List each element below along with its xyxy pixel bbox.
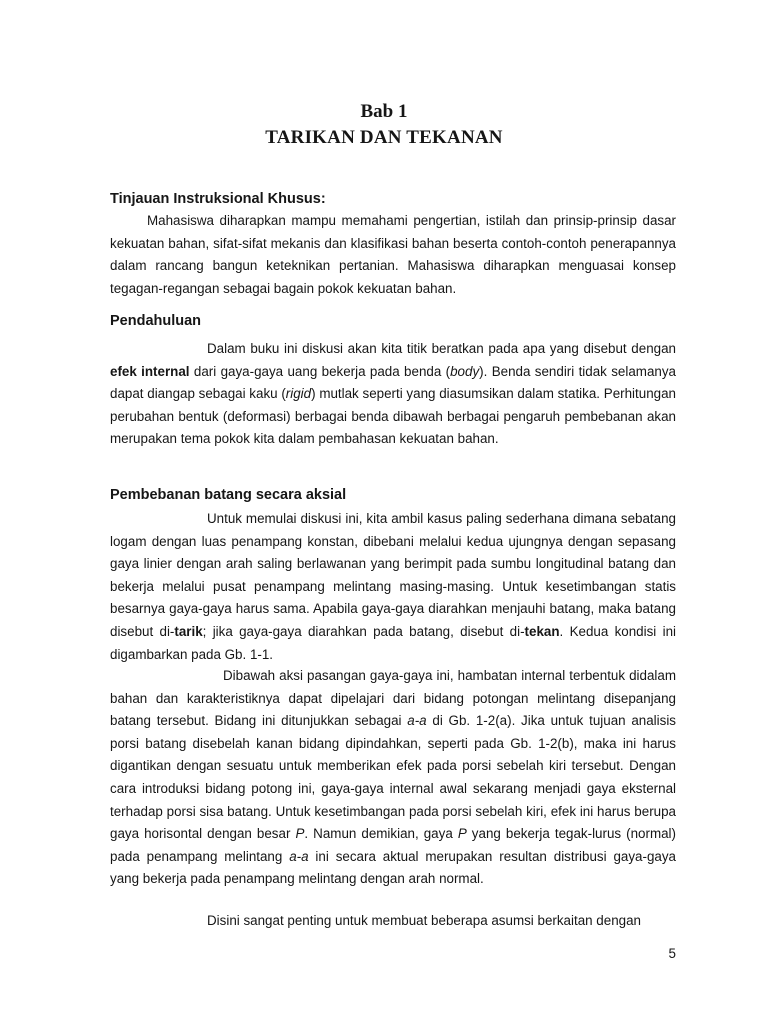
italic-term: rigid	[285, 386, 312, 402]
section-heading-aksial: Pembebanan batang secara aksial	[110, 487, 347, 503]
page-number: 5	[668, 946, 676, 961]
paragraph-text: . Namun demikian, gaya	[304, 826, 458, 842]
italic-term: P	[295, 826, 305, 842]
paragraph-text: yang bekerja tegak-lurus (normal) pada penampang melintang	[110, 826, 676, 864]
italic-term: body	[450, 363, 480, 379]
paragraph-pendahuluan	[110, 338, 676, 451]
section-heading-pendahuluan: Pendahuluan	[110, 313, 202, 329]
bold-term: tarik	[174, 623, 203, 639]
section-heading-tujuan: Tinjauan Instruksional Khusus:	[110, 191, 326, 207]
paragraph-text: Disini sangat penting untuk membuat beberapa asumsi berkaitan dengan	[207, 913, 641, 928]
paragraph-text: ). Benda sendiri tidak selamanya dapat diangap sebagai kaku (	[110, 363, 676, 402]
paragraph-text: Dibawah aksi pasangan gaya-gaya ini, hambatan internal terbentuk didalam bahan dan karakteristiknya dapat dipelajari dari bidang potongan melintang disepanjang batang tersebut. Bidang ini ditunjukkan sebagai	[110, 668, 676, 729]
italic-term: P	[457, 826, 467, 842]
paragraph-text: dari gaya-gaya uang bekerja pada benda (	[189, 363, 451, 379]
chapter-title: TARIKAN DAN TEKANAN	[265, 127, 503, 148]
paragraph-text: di Gb. 1-2(a). Jika untuk tujuan analisis porsi batang disebelah kanan bidang dipindahkan, seperti pada Gb. 1-2(b), maka ini harus digantikan dengan sesuatu untuk memberikan efek pada porsi sebelah kiri tersebut. Dengan cara introduksi bidang potong ini, gaya-gaya internal awal sekarang menjadi gaya eksternal terhadap porsi sisa batang. Untuk kesetimbangan pada porsi sebelah kiri, efek ini harus berupa gaya horisontal dengan besar	[110, 713, 676, 842]
italic-term: a-a	[289, 848, 309, 864]
paragraph-text: Dalam buku ini diskusi akan kita titik beratkan pada apa yang disebut dengan	[207, 341, 676, 356]
paragraph-aksial-1	[110, 508, 676, 666]
italic-term: a-a	[407, 713, 427, 729]
paragraph-tujuan	[110, 210, 676, 300]
paragraph-text: . Kedua kondisi ini digambarkan pada Gb. 1-1.	[110, 623, 676, 662]
chapter-number: Bab 1	[360, 101, 408, 122]
paragraph-text: Mahasiswa diharapkan mampu memahami pengertian, istilah dan prinsip-prinsip dasar kekuatan bahan, sifat-sifat mekanis dan klasifikasi bahan beserta contoh-contoh penerapannya dalam rancang bangun keteknikan pertanian. Mahasiswa diharapkan menguasai konsep tegagan-regangan sebagai bagain pokok kekuatan bahan.	[110, 213, 676, 296]
bold-term: efek internal	[110, 363, 190, 379]
bold-term: tekan	[524, 623, 560, 639]
paragraph-aksial-2	[110, 665, 676, 891]
paragraph-text: Untuk memulai diskusi ini, kita ambil kasus paling sederhana dimana sebatang logam dengan luas penampang konstan, dibebani melalui kedua ujungnya dengan sepasang gaya linier dengan arah saling berlawanan yang berimpit pada sumbu longitudinal batang dan bekerja melalui pusat penampang melintang masing-masing. Untuk kesetimbangan statis besarnya gaya-gaya harus sama. Apabila gaya-gaya diarahkan menjauhi batang, maka batang disebut di-	[110, 511, 676, 639]
paragraph-aksial-3	[110, 910, 676, 933]
paragraph-text: ini secara aktual merupakan resultan distribusi gaya-gaya yang bekerja pada penampang melintang dengan arah normal.	[110, 848, 676, 887]
paragraph-text: ) mutlak seperti yang diasumsikan dalam statika. Perhitungan perubahan bentuk (deformasi) berbagai benda dibawah berbagai pengaruh pembebanan akan merupakan tema pokok kita dalam pembahasan kekuatan bahan.	[110, 386, 676, 447]
paragraph-text: ; jika gaya-gaya diarahkan pada batang, disebut di-	[202, 623, 525, 639]
